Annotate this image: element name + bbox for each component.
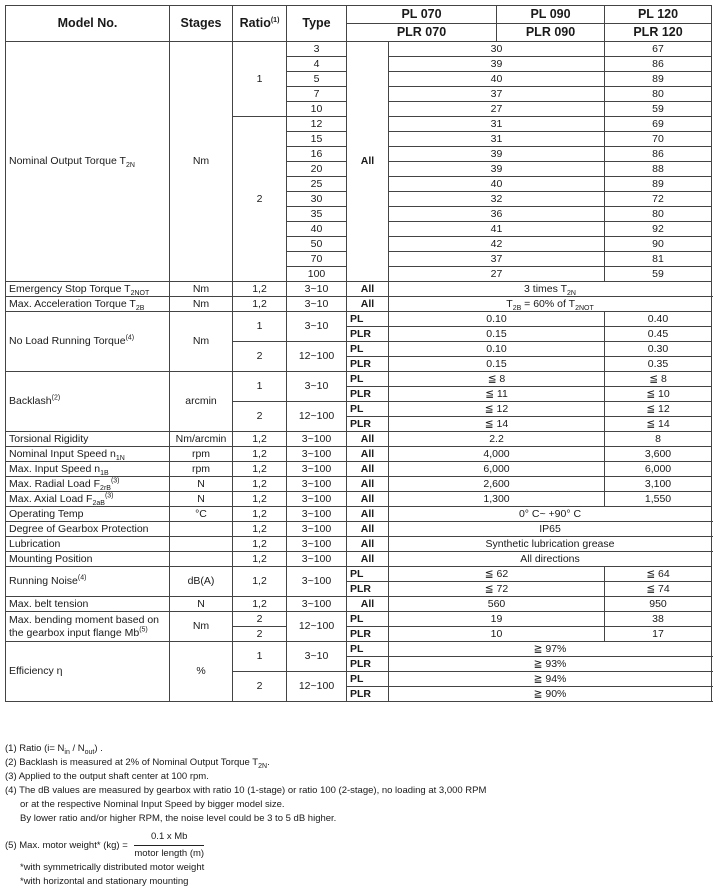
table-row [6,372,712,387]
unit-cell: N [170,597,233,612]
ratio-cell: 12~100 [287,612,347,642]
table-row [6,612,712,627]
ratio-cell: 100 [287,267,347,282]
value-cell: 37 [389,252,605,267]
ratio-cell: 3~100 [287,462,347,477]
ratio-cell: 70 [287,252,347,267]
stage-cell: 1 [233,642,287,672]
stage-cell: 1,2 [233,462,287,477]
ratio-cell: 50 [287,237,347,252]
type-cell: PLR [347,327,389,342]
note-5 [5,830,705,861]
stage-cell: 2 [233,402,287,432]
unit-cell: dB(A) [170,567,233,597]
value-cell: 40 [389,177,605,192]
value-cell: 6,000 [605,462,712,477]
unit-cell: Nm/arcmin [170,432,233,447]
value-cell: IP65 [389,522,712,537]
value-cell: 0.30 [605,342,712,357]
stage-cell: 1,2 [233,552,287,567]
table-row [6,507,712,522]
unit-cell: N [170,477,233,492]
note-4: (4) The dB values are measured by gearbox with ratio 10 (1-stage) or ratio 100 (2-stage), no loading at 3,000 RPM [5,785,487,796]
row-label: Max. Axial Load $F_{2aB}^{(3)}$ [6,492,170,507]
type-cell: PL [347,612,389,627]
type-cell: PL [347,312,389,327]
value-cell: All directions [389,552,712,567]
value-cell: 27 [389,102,605,117]
ratio-cell: 3~10 [287,282,347,297]
value-cell: 10 [389,627,605,642]
value-cell: 0.10 [389,312,605,327]
value-cell: 80 [605,207,712,222]
value-cell: 27 [389,267,605,282]
unit-cell: Nm [170,42,233,282]
row-label: Nominal Input Speed $n_{1N}$ [6,447,170,462]
value-cell: ≧ 93% [389,657,712,672]
stage-cell: 2 [233,612,287,627]
stage-cell: 2 [233,117,287,282]
type-cell: All [347,477,389,492]
value-cell: 2.2 [389,432,605,447]
stage-cell: 1,2 [233,477,287,492]
ratio-cell: 4 [287,57,347,72]
ratio-cell: 10 [287,102,347,117]
value-cell: 88 [605,162,712,177]
ratio-cell: 7 [287,87,347,102]
value-cell: 70 [605,132,712,147]
value-cell: 38 [605,612,712,627]
unit-cell [170,522,233,537]
note-5-a: *with symmetrically distributed motor weight [20,862,205,873]
value-cell: 4,000 [389,447,605,462]
unit-cell: Nm [170,312,233,372]
table-row [6,537,712,552]
type-cell: All [347,282,389,297]
table-row [6,642,712,657]
type-cell: PL [347,642,389,657]
ratio-cell: 3~10 [287,372,347,402]
type-cell: All [347,492,389,507]
value-cell: 92 [605,222,712,237]
table-row [6,297,712,312]
value-cell: ≧ 97% [389,642,712,657]
value-cell: 59 [605,102,712,117]
unit-cell: rpm [170,447,233,462]
stage-cell: 2 [233,627,287,642]
stage-cell: 1,2 [233,522,287,537]
value-cell: 8 [605,432,712,447]
stage-cell: 1,2 [233,447,287,462]
value-cell: 80 [605,87,712,102]
header-model-plr070: PLR 070 [347,24,497,42]
ratio-cell: 16 [287,147,347,162]
ratio-cell: 3~100 [287,522,347,537]
table-row [6,597,712,612]
table-row [6,447,712,462]
value-cell: 39 [389,162,605,177]
ratio-cell: 40 [287,222,347,237]
value-cell: 2,600 [389,477,605,492]
value-cell: 69 [605,117,712,132]
value-cell: 31 [389,117,605,132]
ratio-cell: 12~100 [287,402,347,432]
unit-cell: rpm [170,462,233,477]
unit-cell: Nm [170,297,233,312]
note-2: (2) Backlash is measured at 2% of Nominal Output Torque $T_{2N}$. [5,757,270,770]
value-cell: 81 [605,252,712,267]
note-4-cont2: By lower ratio and/or higher RPM, the noise level could be 3 to 5 dB higher. [20,813,337,824]
row-label: Backlash$^{(2)}$ [6,372,170,432]
value-cell: 89 [605,177,712,192]
header-model-plr120: PLR 120 [605,24,712,42]
row-label: Operating Temp [6,507,170,522]
row-label: Efficiency η [6,642,170,702]
header-model-plr090: PLR 090 [497,24,605,42]
value-cell: 36 [389,207,605,222]
value-cell: 37 [389,87,605,102]
type-cell: All [347,297,389,312]
value-cell: ≦ 12 [389,402,605,417]
table-row [6,522,712,537]
note-1: (1) Ratio $(i= N_{in} / N_{out})$ . [5,743,103,756]
value-cell: 0.35 [605,357,712,372]
ratio-cell: 3~10 [287,312,347,342]
value-cell: 30 [389,42,605,57]
value-cell: 39 [389,147,605,162]
type-cell: All [347,462,389,477]
value-cell: 31 [389,132,605,147]
value-cell: 67 [605,42,712,57]
stage-cell: 2 [233,672,287,702]
ratio-cell: 25 [287,177,347,192]
type-cell: All [347,537,389,552]
header-row [6,6,712,24]
header-model-pl070: PL 070 [347,6,497,24]
value-cell: 3 times $T_{2N}$ [389,282,712,297]
ratio-cell: 3~100 [287,597,347,612]
value-cell: 90 [605,237,712,252]
ratio-cell: 3~10 [287,297,347,312]
unit-cell: % [170,642,233,702]
value-cell: ≧ 90% [389,687,712,702]
row-label: Degree of Gearbox Protection [6,522,170,537]
table-row [6,552,712,567]
ratio-cell: 3~100 [287,507,347,522]
value-cell: 17 [605,627,712,642]
stage-cell: 1,2 [233,282,287,297]
ratio-cell: 15 [287,132,347,147]
stage-cell: 1 [233,42,287,117]
ratio-cell: 30 [287,192,347,207]
value-cell: 86 [605,147,712,162]
value-cell: 72 [605,192,712,207]
type-cell: PLR [347,387,389,402]
unit-cell: arcmin [170,372,233,432]
type-cell: PLR [347,417,389,432]
fraction-denominator: motor length (m) [134,848,205,859]
header-ratio: Ratio$^{(1)}$ [233,6,287,42]
table-row [6,462,712,477]
value-cell: ≦ 11 [389,387,605,402]
value-cell: 19 [389,612,605,627]
value-cell: 42 [389,237,605,252]
stage-cell: 1,2 [233,507,287,522]
type-cell: All [347,507,389,522]
row-label: Running Noise$^{(4)}$ [6,567,170,597]
type-cell: PLR [347,657,389,672]
stage-cell: 1 [233,312,287,342]
value-cell: 0.45 [605,327,712,342]
fraction-numerator: 0.1 x Mb [134,830,204,846]
type-cell: All [347,597,389,612]
note-5-fraction [134,830,204,861]
value-cell: 41 [389,222,605,237]
ratio-cell: 3~10 [287,642,347,672]
unit-cell: °C [170,507,233,522]
value-cell: 0.15 [389,357,605,372]
ratio-cell: 3~100 [287,447,347,462]
type-cell: PL [347,372,389,387]
value-cell: ≦ 12 [605,402,712,417]
stage-cell: 1 [233,372,287,402]
type-cell: PL [347,567,389,582]
value-cell: 3,100 [605,477,712,492]
value-cell: 0.15 [389,327,605,342]
ratio-cell: 35 [287,207,347,222]
value-cell: ≦ 10 [605,387,712,402]
type-cell: PL [347,672,389,687]
value-cell: 1,300 [389,492,605,507]
value-cell: 560 [389,597,605,612]
value-cell: ≦ 72 [389,582,605,597]
table-row [6,492,712,507]
value-cell: 89 [605,72,712,87]
type-cell: PLR [347,582,389,597]
value-cell: Synthetic lubrication grease [389,537,712,552]
header-model: Model No. [6,6,170,42]
stage-cell: 1,2 [233,537,287,552]
footnotes [5,742,705,889]
ratio-cell: 3~100 [287,432,347,447]
value-cell: ≦ 14 [605,417,712,432]
row-label: No Load Running Torque$^{(4)}$ [6,312,170,372]
table-row [6,312,712,327]
row-label: Mounting Position [6,552,170,567]
ratio-cell: 3~100 [287,537,347,552]
header-type: Type [287,6,347,42]
unit-cell: Nm [170,282,233,297]
value-cell: 1,550 [605,492,712,507]
header-model-pl090: PL 090 [497,6,605,24]
value-cell: 0° C~ +90° C [389,507,712,522]
stage-cell: 1,2 [233,432,287,447]
unit-cell [170,537,233,552]
spec-table [5,5,712,702]
row-label: Emergency Stop Torque $T_{2NOT}$ [6,282,170,297]
ratio-cell: 3 [287,42,347,57]
value-cell: 40 [389,72,605,87]
type-cell: All [347,447,389,462]
row-label: Max. Acceleration Torque $T_{2B}$ [6,297,170,312]
stage-cell: 1,2 [233,597,287,612]
value-cell: 950 [605,597,712,612]
value-cell: 6,000 [389,462,605,477]
row-label: Nominal Output Torque $T_{2N}$ [6,42,170,282]
ratio-cell: 3~100 [287,477,347,492]
value-cell: 59 [605,267,712,282]
value-cell: ≦ 8 [389,372,605,387]
ratio-cell: 3~100 [287,567,347,597]
type-cell: PLR [347,687,389,702]
header-stages: Stages [170,6,233,42]
value-cell: 3,600 [605,447,712,462]
stage-cell: 1,2 [233,492,287,507]
value-cell: 39 [389,57,605,72]
type-cell: All [347,552,389,567]
value-cell: 32 [389,192,605,207]
ratio-cell: 5 [287,72,347,87]
value-cell: 0.40 [605,312,712,327]
value-cell: ≦ 62 [389,567,605,582]
value-cell: ≦ 14 [389,417,605,432]
note-3: (3) Applied to the output shaft center at 100 rpm. [5,771,209,782]
table-row [6,282,712,297]
row-label: Max. belt tension [6,597,170,612]
value-cell: 86 [605,57,712,72]
ratio-cell: 12~100 [287,342,347,372]
unit-cell: Nm [170,612,233,642]
unit-cell: N [170,492,233,507]
type-cell: PLR [347,357,389,372]
ratio-cell: 12~100 [287,672,347,702]
row-label: Max. Input Speed $n_{1B}$ [6,462,170,477]
type-cell: All [347,522,389,537]
row-label: Torsional Rigidity [6,432,170,447]
type-cell: All [347,42,389,282]
type-cell: PL [347,342,389,357]
table-row [6,42,712,57]
header-model-pl120: PL 120 [605,6,712,24]
value-cell: 0.10 [389,342,605,357]
unit-cell [170,552,233,567]
ratio-cell: 3~100 [287,552,347,567]
type-cell: PLR [347,627,389,642]
table-row [6,477,712,492]
row-label: Lubrication [6,537,170,552]
value-cell: ≦ 64 [605,567,712,582]
type-cell: PL [347,402,389,417]
note-5-b: *with horizontal and stationary mounting [20,876,189,887]
ratio-cell: 3~100 [287,492,347,507]
ratio-cell: 20 [287,162,347,177]
stage-cell: 1,2 [233,567,287,597]
value-cell: $T_{2B} = 60\%$ of $T_{2NOT}$ [389,297,712,312]
stage-cell: 1,2 [233,297,287,312]
value-cell: ≦ 74 [605,582,712,597]
note-5-label: (5) Max. motor weight* (kg) = [5,840,128,852]
row-label: Max. bending moment based on the gearbox input flange Mb$^{(5)}$ [6,612,170,642]
value-cell: ≦ 8 [605,372,712,387]
type-cell: All [347,432,389,447]
note-4-cont: or at the respective Nominal Input Speed by bigger model size. [20,799,285,810]
ratio-cell: 12 [287,117,347,132]
row-label: Max. Radial Load $F_{2rB}^{(3)}$ [6,477,170,492]
table-row [6,567,712,582]
stage-cell: 2 [233,342,287,372]
value-cell: ≧ 94% [389,672,712,687]
table-row [6,432,712,447]
